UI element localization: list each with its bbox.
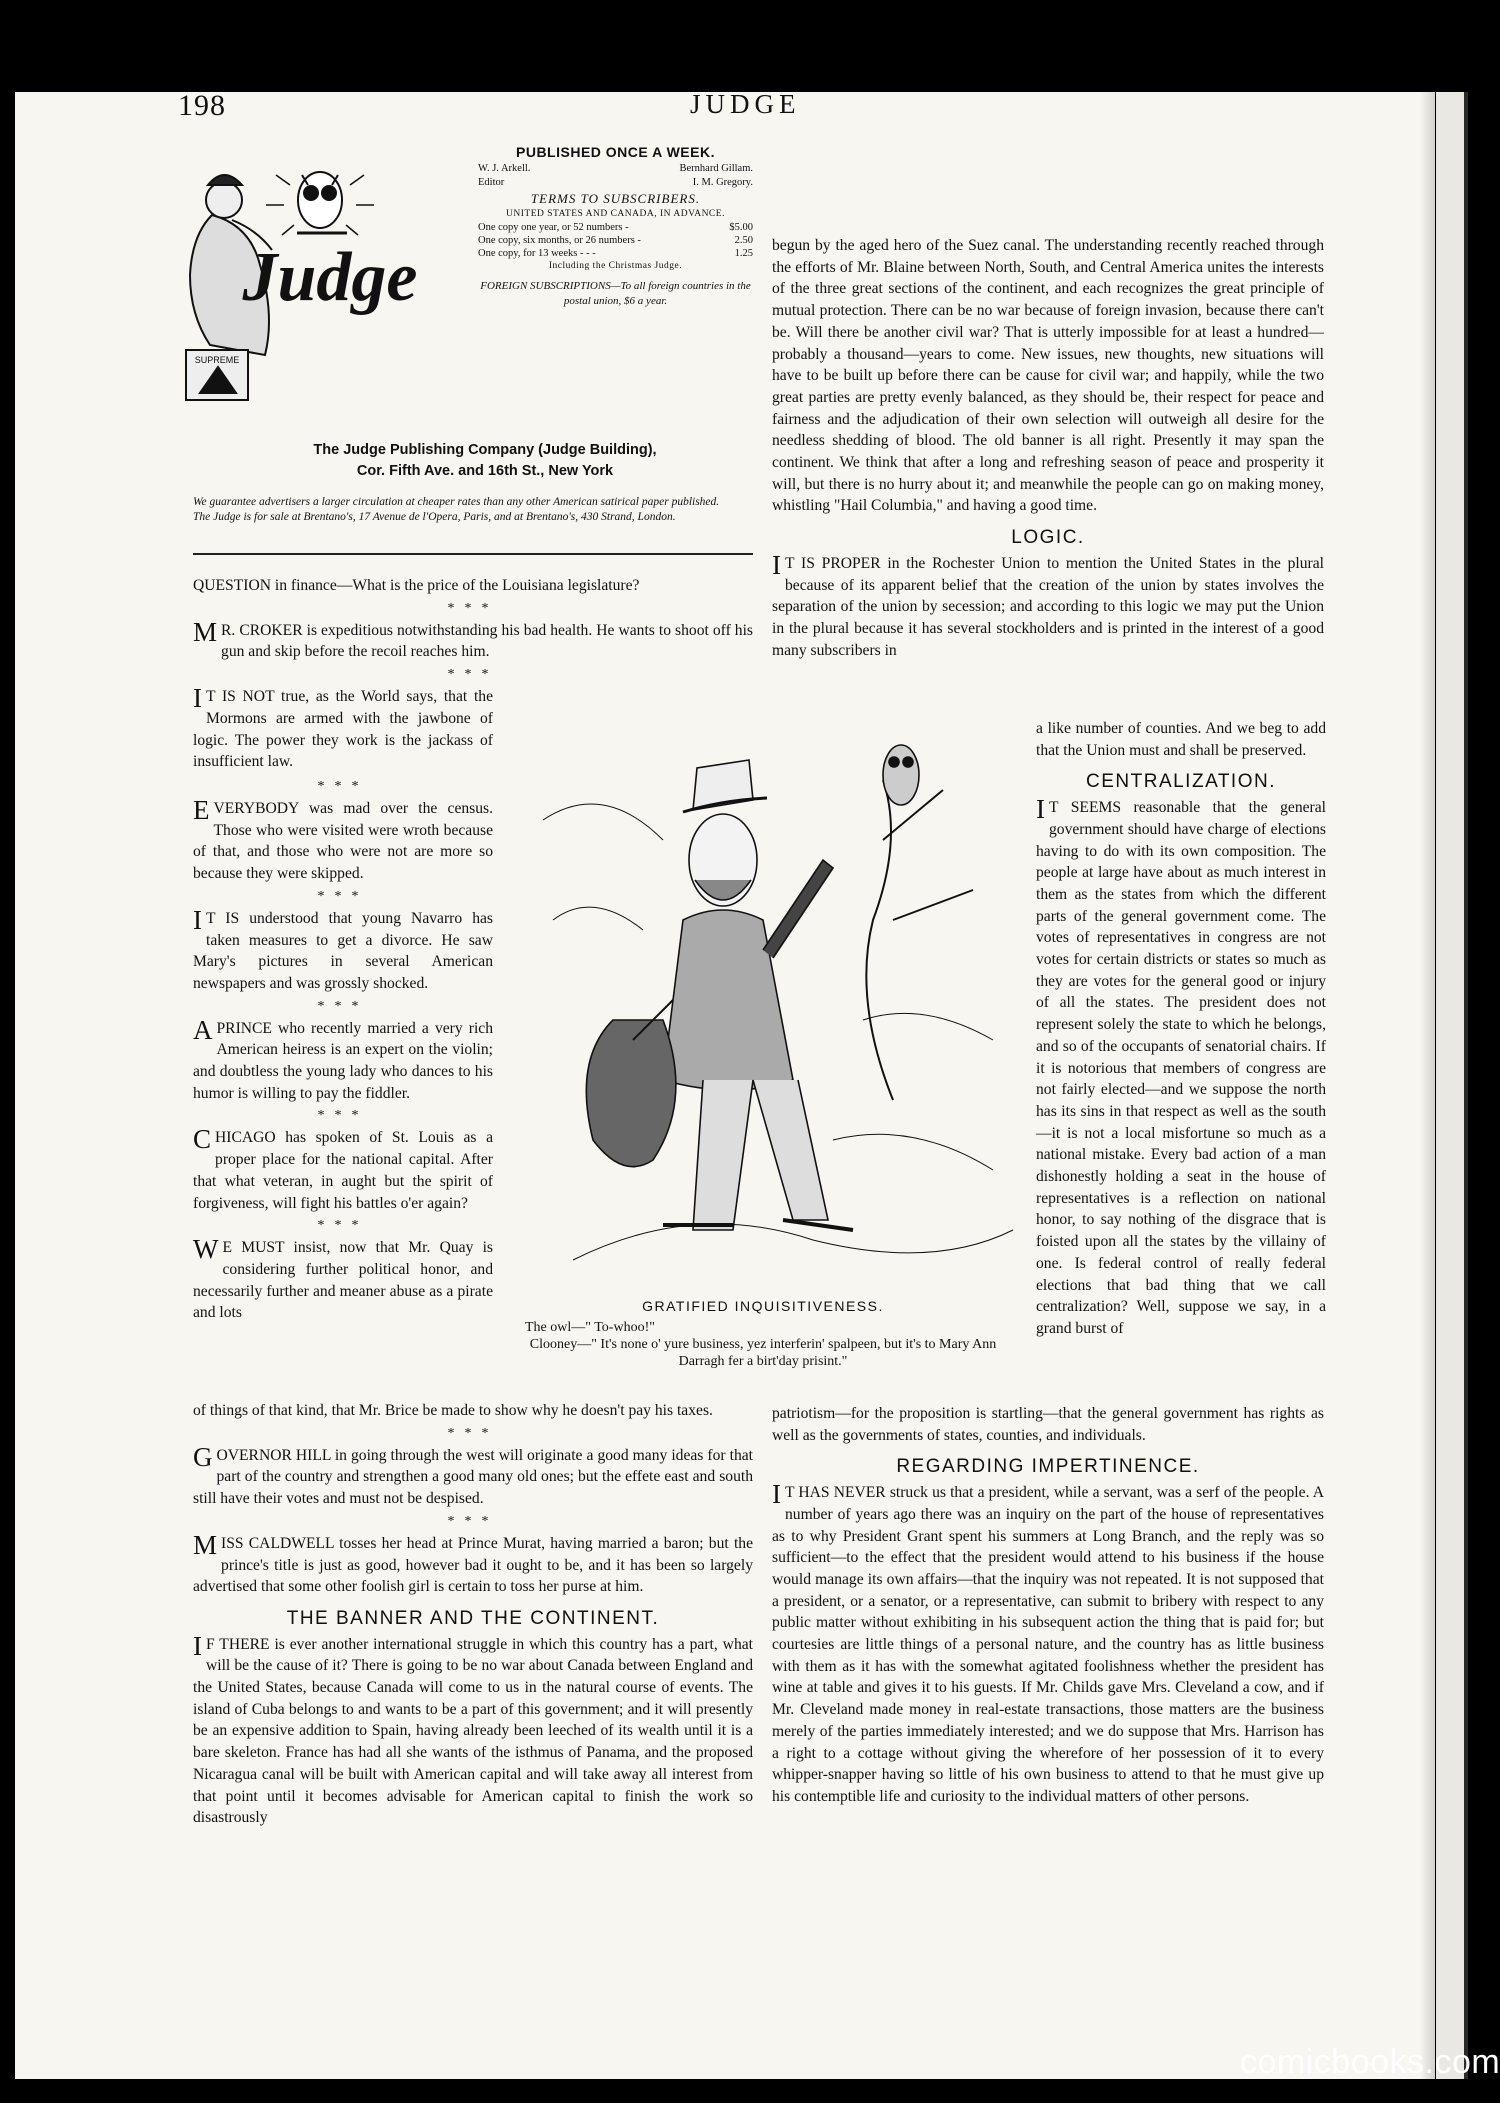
terms-title: TERMS TO SUBSCRIBERS. — [530, 191, 701, 207]
paragraph-text: R. CROKER is expeditious notwithstanding his bad health. He wants to shoot off his gun and skip before the recoil reaches him. — [221, 621, 753, 661]
paragraph-quay — [193, 1234, 493, 1324]
paragraph-text: E MUST insist, now that Mr. Quay is considering further political honor, and necessarily further and meaner abuse as a pirate and lots — [193, 1239, 493, 1322]
paragraph-croker — [193, 616, 753, 663]
separator-stars: *** — [447, 1425, 499, 1441]
initial-letter: I — [1036, 794, 1045, 825]
paragraph-text: F THERE is ever another international struggle in which this country has a part, what will be the cause of it? There is going to be no war about Canada between England and the United States, because Canada will come to us in the natural course of events. The island of Cuba belongs to and wants to be a part of this government; and it will presently be an expensive addition to Spain, having already been leeched of its wealth until it is a bare skeleton. France has had all she wants of the isthmus of Panama, and the proposed Nicaragua canal will be built with American capital and will take away all interest from that point until it becomes advisable for American capital to finish the work so disastrously — [193, 1635, 753, 1827]
publisher-name: The Judge Publishing Company (Judge Building), — [313, 442, 657, 458]
initial-letter: I — [193, 683, 202, 714]
price-value: 2.50 — [734, 234, 753, 246]
page-gutter-shadow — [1420, 92, 1435, 2079]
caption-title: GRATIFIED INQUISITIVENESS. — [642, 1298, 884, 1314]
initial-letter: G — [193, 1441, 213, 1472]
masthead-illustration — [172, 145, 472, 417]
editor-role: Editor — [478, 177, 505, 189]
right-column-lower — [772, 1403, 1324, 1808]
paragraph-logic-end: a like number of counties. And we beg to add that the Union must and shall be preserved. — [1036, 720, 1326, 759]
paragraph-text: T IS NOT true, as the World says, that the Mormons are armed with the jawbone of logic. The power they work is the jackass of insufficient law. — [193, 688, 493, 771]
paragraph-text: T IS PROPER in the Rochester Union to mention the United States in the plural because of its apparent belief that the creation of the union by states involves the separation of the union by secession; and according to this logic we may put the Union in the plural because it has several stockholders and is printed in the interest of a good many subscribers in — [772, 554, 1324, 659]
foreign-subscriptions: FOREIGN SUBSCRIPTIONS—To all foreign countries in the postal union, $6 a year. — [480, 279, 751, 307]
caption-line-owl: The owl—" To-whoo!" — [525, 1320, 655, 1335]
paragraph-census — [193, 795, 493, 885]
initial-letter: M — [193, 616, 218, 647]
heading-logic: LOGIC. — [1011, 527, 1085, 549]
initial-letter: E — [193, 795, 210, 825]
right-column-top — [772, 235, 1324, 661]
paragraph-text: ISS CALDWELL tosses her head at Prince Murat, having married a baron; but the prince's title is just as good, however bad it ought to be, and it has been so largely advertised that some other foolish girl is certain to toss her purse at him. — [193, 1534, 753, 1596]
price-row — [478, 221, 753, 234]
next-page-edge — [1436, 92, 1464, 2079]
initial-letter: M — [193, 1529, 218, 1560]
separator-stars: *** — [447, 667, 499, 683]
price-term: One copy, six months, or 26 numbers - — [478, 234, 641, 246]
initial-letter: I — [193, 904, 202, 935]
paragraph-chicago — [193, 1124, 493, 1214]
separator-stars: *** — [317, 779, 369, 794]
second-role: I. M. Gregory. — [692, 177, 753, 189]
illustration-caption — [513, 1298, 1013, 1370]
price-term: One copy, for 13 weeks - - - — [478, 247, 596, 259]
paragraph-logic — [772, 549, 1324, 662]
initial-letter: C — [193, 1124, 212, 1155]
left-column-lower — [193, 1400, 753, 1829]
paragraph-prince — [193, 1014, 493, 1105]
separator-stars: *** — [317, 1108, 369, 1124]
paragraph-quay-end: of things of that kind, that Mr. Brice be made to show why he doesn't pay his taxes. — [193, 1402, 713, 1419]
separator-stars: *** — [447, 1513, 499, 1529]
site-watermark: comicbooks.com — [1240, 2043, 1500, 2081]
binding-line — [1464, 92, 1468, 2079]
paragraph-text: OVERNOR HILL in going through the west will originate a good many ideas for that part of the country and strengthen a good many old ones; but the effete east and south still have their votes and must not be despised. — [193, 1446, 753, 1508]
price-value: 1.25 — [734, 247, 753, 259]
price-term: One copy one year, or 52 numbers - — [478, 221, 629, 233]
divider-rule — [193, 553, 753, 555]
initial-letter: I — [772, 1479, 781, 1510]
caption-line-clooney: Clooney—" It's none o' yure business, yez interferin' spalpeen, but it's to Mary Ann Darragh fer a birt'day prisint." — [529, 1337, 997, 1369]
guarantee-notice — [193, 495, 758, 524]
paragraph-impertinence — [772, 1479, 1324, 1808]
editor-name: W. J. Arkell. — [478, 162, 531, 174]
paragraph-text: VERYBODY was mad over the census. Those who were visited were wroth because of that, and those who were not are more so because they were skipped. — [193, 800, 493, 883]
separator-stars: *** — [447, 600, 499, 616]
paragraph-hill — [193, 1441, 753, 1510]
separator-stars: *** — [317, 888, 369, 904]
paragraph-banner-cont: begun by the aged hero of the Suez canal. The understanding recently reached through the efforts of Mr. Blaine between North, South, and Central America unites the interests of the three great sections of the continent, and each recognizes the great principle of mutual protection. There can be no war because of foreign invasion, because there can't be. Will there be another civil war? That is utterly impossible for at least a hundred—probably a thousand—years to come. New issues, new thoughts, new situations will have to be built up before there can be cause for civil war; and happily, while the two great parties are pretty evenly balanced, as they should be, their respect for peace and fairness and the adjudication of their own selection will outweigh all desire for the needless shedding of blood. The old banner is all right. Presently it may span the continent. We think that after a long and refreshing season of peace and prosperity it will, but there is no hurry about it; and meanwhile the people can go on making money, whistling "Hail Columbia," and having a good time. — [772, 237, 1324, 515]
guarantee-line: We guarantee advertisers a larger circulation at cheaper rates than any other American satirical paper published. — [193, 496, 720, 508]
price-row — [478, 234, 753, 247]
frequency-line: PUBLISHED ONCE A WEEK. — [516, 144, 715, 160]
paragraph-caldwell — [193, 1529, 753, 1598]
initial-letter: W — [193, 1234, 219, 1265]
christmas-note: Including the Christmas Judge. — [548, 260, 683, 271]
paragraph-text: T SEEMS reasonable that the general government should have charge of elections having to do with its own composition. The people at large have about as much interest in them as the states from which the different parts of the general government come. The votes of representatives in congress are not votes for certain districts or states so much as they are votes for the general good or injury of all the states. The president does not represent solely the state to which he belongs, and so of the occupants of senatorial chairs. If it is notorious that members of congress are not fairly elected—and we suppose the north has its sins in that respect as well as the south—it is not a local misfortune so much as a national mistake. Every bad action of a man dishonestly holding a seat in the house of representatives is a reflection on national honor, to say nothing of the disgrace that is foisted upon all the states by the villainy of one. Is federal control of really federal elections that bad thing that we call centralization? Well, suppose we say, in a grand burst of — [1036, 799, 1326, 1337]
paragraph-navarro — [193, 904, 493, 995]
paragraph-text: PRINCE who recently married a very rich American heiress is an expert on the violin; and doubtless the young lady who dances to his humor is willing to pay the fiddler. — [193, 1019, 493, 1102]
running-title: JUDGE — [690, 89, 801, 119]
staff-role-row — [478, 176, 753, 190]
sale-line: The Judge is for sale at Brentano's, 17 Avenue de l'Opera, Paris, and at Brentano's, 430 Strand, London. — [193, 510, 676, 523]
initial-letter: I — [193, 1630, 202, 1661]
paragraph-question — [193, 575, 753, 597]
publisher-block — [200, 440, 770, 482]
artist-name: Bernhard Gillam. — [679, 162, 753, 174]
paragraph-mormons — [193, 683, 493, 773]
paragraph-centralization — [1036, 794, 1326, 1340]
paragraph-banner — [193, 1630, 753, 1829]
price-value: $5.00 — [729, 221, 753, 233]
heading-centralization: CENTRALIZATION. — [1086, 771, 1276, 793]
staff-row — [478, 162, 753, 176]
publisher-address: Cor. Fifth Ave. and 16th St., New York — [356, 463, 614, 480]
page-number: 198 — [178, 89, 226, 122]
initial-letter: A — [193, 1014, 213, 1045]
separator-stars: *** — [317, 998, 369, 1014]
paragraph-text: T IS understood that young Navarro has taken measures to get a divorce. He saw Mary's pictures in several American newspapers and was grossly shocked. — [193, 909, 493, 992]
heading-banner: THE BANNER AND THE CONTINENT. — [286, 1607, 660, 1629]
masthead-logo-text: Judge — [242, 239, 418, 316]
publication-info — [478, 143, 753, 308]
paragraph-text: T HAS NEVER struck us that a president, while a servant, was a serf of the people. A number of years ago there was an inquiry on the part of the house of representatives as to why President Grant spent his summers at Long Branch, and the reply was so sufficient—to the effect that the president would attend to his business if the house would manage its own affairs—that the inquiry was not repeated. It is not supposed that a president, or a senator, or a representative, can submit to bribery with respect to any public matter without exhibiting in his subsequent action the thing that is paid for; but courtesies are little things of a personal nature, and the country has as little business with them as it has with the somewhat agitated foolishness whether the president has wine at table and gives it to his guests. If Mr. Childs gave Mrs. Cleveland a cow, and if Mr. Cleveland made money in real-estate transactions, those matters are the business merely of the parties immediately interested; and we do suppose that Mrs. Harrison has a right to a cottage without giving the wherefore of her possession of it to every whipper-snapper having so little of his own business to attend to that he must give up his contemptible life and curiosity to the individual matters of other persons. — [772, 1484, 1324, 1805]
terms-scope: UNITED STATES AND CANADA, IN ADVANCE. — [506, 208, 725, 219]
right-column-narrow — [1036, 718, 1326, 1340]
paragraph-central-end: patriotism—for the proposition is startling—that the general government has rights as well as the governments of states, counties, and individuals. — [772, 1405, 1324, 1444]
left-column-narrow — [193, 775, 493, 1324]
cartoon-illustration — [533, 720, 1021, 1288]
paragraph-text: QUESTION in finance—What is the price of the Louisiana legislature? — [193, 577, 640, 594]
price-row — [478, 247, 753, 260]
initial-letter: I — [772, 549, 781, 580]
paragraph-text: HICAGO has spoken of St. Louis as a proper place for the national capital. After that what veteran, in aught but the spirit of forgiveness, will fight his battles o'er again? — [193, 1129, 493, 1212]
separator-stars: *** — [317, 1218, 369, 1234]
heading-impertinence: REGARDING IMPERTINENCE. — [896, 1456, 1200, 1478]
masthead-box-label: SUPREME — [194, 355, 240, 365]
